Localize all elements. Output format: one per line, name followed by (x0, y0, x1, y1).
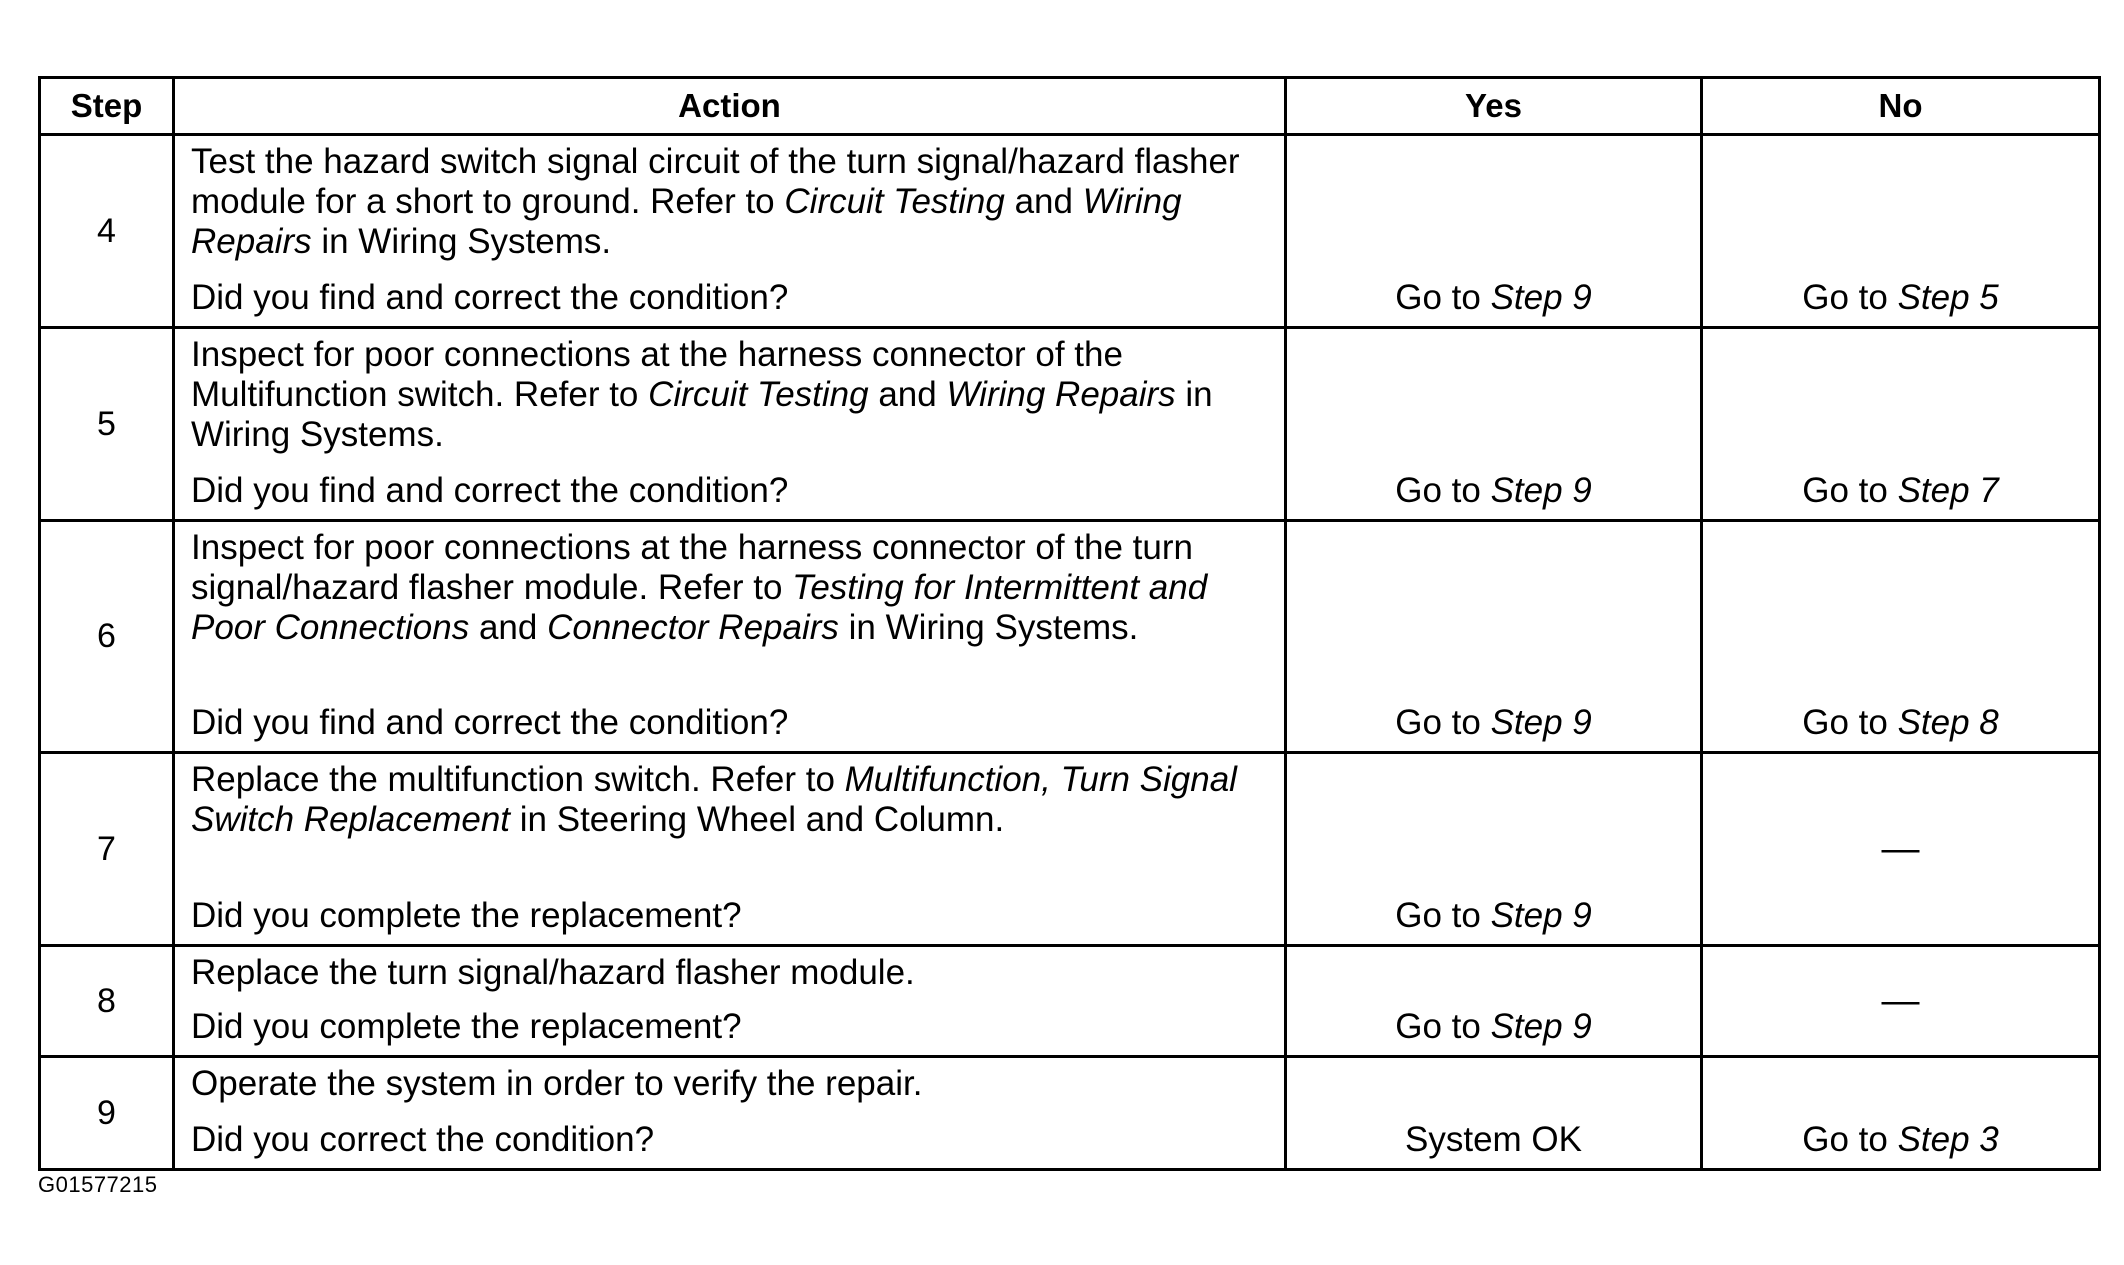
action-text: in Wiring Systems. (191, 375, 1213, 454)
action-description (191, 754, 1266, 840)
action-question: Did you correct the condition? (191, 1120, 655, 1159)
result-text: System OK (1405, 1120, 1582, 1159)
not-applicable-dash: — (1881, 828, 1920, 870)
goto-prefix: Go to (1395, 1007, 1491, 1046)
goto-prefix: Go to (1395, 896, 1491, 935)
goto-prefix: Go to (1395, 278, 1491, 317)
goto-prefix: Go to (1395, 471, 1491, 510)
action-cell (174, 328, 1286, 521)
no-result (1702, 328, 2100, 521)
action-content (191, 522, 1266, 751)
action-description (191, 1058, 1266, 1104)
action-text: and (469, 608, 548, 647)
not-applicable-dash: — (1881, 980, 1920, 1022)
table-row (40, 753, 2100, 946)
yes-result (1286, 1057, 1702, 1170)
goto-step-target: Step 9 (1490, 471, 1592, 510)
action-description (191, 522, 1266, 648)
figure-id-caption: G01577215 (38, 1172, 158, 1197)
action-question: Did you complete the replacement? (191, 1007, 742, 1046)
table-row (40, 1057, 2100, 1170)
action-content (191, 947, 1266, 1055)
yes-result (1286, 135, 1702, 328)
reference-text: Testing for Intermittent and Poor Connections (191, 568, 1208, 647)
step-number: 6 (40, 521, 174, 753)
diagnostic-table-wrapper (38, 76, 2101, 1171)
action-text: in Steering Wheel and Column. (510, 800, 1005, 839)
action-description (191, 947, 1266, 993)
action-question: Did you complete the replacement? (191, 896, 742, 935)
action-text: and (868, 375, 947, 414)
yes-result (1286, 946, 1702, 1057)
action-text: Test the hazard switch signal circuit of the turn signal/hazard flasher module for a short to ground. Refer to (191, 142, 1240, 221)
action-cell (174, 521, 1286, 753)
header-yes: Yes (1286, 78, 1702, 135)
header-action: Action (174, 78, 1286, 135)
action-cell (174, 753, 1286, 946)
goto-step-target: Step 3 (1897, 1120, 1999, 1159)
action-question: Did you find and correct the condition? (191, 471, 789, 510)
no-result (1702, 135, 2100, 328)
action-text: and (1004, 182, 1083, 221)
table-row (40, 135, 2100, 328)
step-number: 4 (40, 135, 174, 328)
goto-step-target: Step 5 (1897, 278, 1999, 317)
yes-result (1286, 328, 1702, 521)
step-number: 9 (40, 1057, 174, 1170)
action-text: Inspect for poor connections at the harness connector of the Multifunction switch. Refer to (191, 335, 1123, 414)
table-header-row (40, 78, 2100, 135)
action-content (191, 1058, 1266, 1168)
reference-text: Connector Repairs (547, 608, 839, 647)
action-description (191, 329, 1266, 455)
goto-step-target: Step 9 (1490, 703, 1592, 742)
goto-step-target: Step 9 (1490, 1007, 1592, 1046)
reference-text: Circuit Testing (648, 375, 869, 414)
action-content (191, 754, 1266, 944)
no-result (1702, 521, 2100, 753)
goto-step-target: Step 9 (1490, 278, 1592, 317)
yes-result (1286, 521, 1702, 753)
table-body (40, 135, 2100, 1170)
action-content (191, 136, 1266, 326)
action-text: Replace the turn signal/hazard flasher module. (191, 953, 915, 992)
header-no: No (1702, 78, 2100, 135)
action-question: Did you find and correct the condition? (191, 278, 789, 317)
step-number: 8 (40, 946, 174, 1057)
no-result (1702, 946, 2100, 1057)
action-cell (174, 135, 1286, 328)
action-text: in Wiring Systems. (838, 608, 1139, 647)
goto-step-target: Step 7 (1897, 471, 1999, 510)
diagnostic-table (38, 76, 2101, 1171)
action-content (191, 329, 1266, 519)
action-cell (174, 946, 1286, 1057)
no-result (1702, 1057, 2100, 1170)
reference-text: Multifunction, Turn Signal Switch Replacement (191, 760, 1237, 839)
table-row (40, 946, 2100, 1057)
reference-text: Wiring Repairs (946, 375, 1176, 414)
action-text: Operate the system in order to verify the repair. (191, 1064, 923, 1103)
step-number: 7 (40, 753, 174, 946)
goto-prefix: Go to (1802, 703, 1898, 742)
goto-step-target: Step 8 (1897, 703, 1999, 742)
goto-prefix: Go to (1395, 703, 1491, 742)
yes-result (1286, 753, 1702, 946)
reference-text: Circuit Testing (784, 182, 1005, 221)
action-text: Inspect for poor connections at the harness connector of the turn signal/hazard flasher module. Refer to (191, 528, 1193, 607)
action-text: Replace the multifunction switch. Refer to (191, 760, 845, 799)
goto-prefix: Go to (1802, 471, 1898, 510)
table-row (40, 328, 2100, 521)
action-description (191, 136, 1266, 262)
goto-prefix: Go to (1802, 278, 1898, 317)
action-cell (174, 1057, 1286, 1170)
step-number: 5 (40, 328, 174, 521)
reference-text: Wiring Repairs (191, 182, 1182, 261)
action-text: in Wiring Systems. (311, 222, 612, 261)
header-step: Step (40, 78, 174, 135)
action-question: Did you find and correct the condition? (191, 703, 789, 742)
no-result (1702, 753, 2100, 946)
goto-step-target: Step 9 (1490, 896, 1592, 935)
goto-prefix: Go to (1802, 1120, 1898, 1159)
table-row (40, 521, 2100, 753)
